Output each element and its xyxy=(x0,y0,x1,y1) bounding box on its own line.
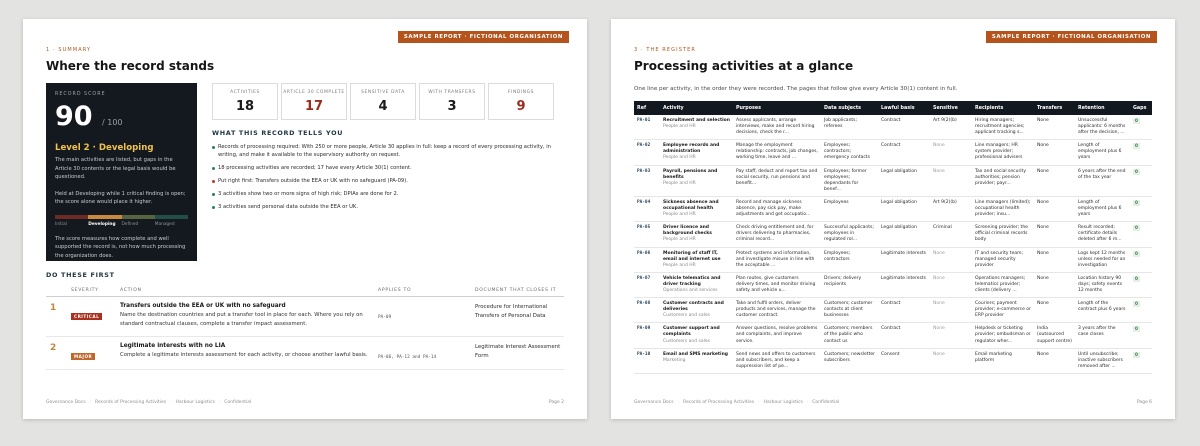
score-level: Level 2 · Developing xyxy=(55,143,154,153)
level-label: Managed xyxy=(154,221,175,227)
severity-badge: CRITICAL xyxy=(71,313,102,320)
recipients-cell: Line managers; HR system provider; professional advisers xyxy=(972,140,1034,165)
metric-label: WITH TRANSFERS xyxy=(428,90,476,95)
register-row xyxy=(634,247,1152,272)
page-title: Processing activities at a glance xyxy=(634,59,854,73)
lawful-basis-cell: Consent xyxy=(878,348,930,373)
action-number: 1 xyxy=(50,303,57,313)
page-footer xyxy=(46,400,564,405)
recipients-cell: Couriers; payment provider; e-commerce or ERP provider xyxy=(972,298,1034,323)
closing-document-cell xyxy=(475,343,564,362)
transfers-cell: None xyxy=(1034,140,1075,165)
summary-page xyxy=(23,19,587,419)
action-row xyxy=(46,297,564,337)
activity-name: Vehicle telematics and driver tracking xyxy=(663,275,721,287)
metric-value: 17 xyxy=(304,99,324,114)
section-kicker: 3 · THE REGISTER xyxy=(634,47,696,53)
level-segment xyxy=(88,215,121,219)
applies-to-refs: PA-06, PA-12 and PA-14 xyxy=(378,355,437,360)
level-scale-bar xyxy=(55,215,188,219)
level-label: Initial xyxy=(55,221,67,227)
data-subjects-cell: Employees; contractors xyxy=(821,247,878,272)
register-column-header: Recipients xyxy=(972,101,1034,115)
section-kicker: 1 · SUMMARY xyxy=(46,47,92,53)
lawful-basis-cell: Legal obligation xyxy=(878,165,930,196)
actions-table-body xyxy=(46,297,564,370)
register-row xyxy=(634,196,1152,221)
level-label: Developing xyxy=(88,221,116,227)
data-subjects-cell: Employees; contractors; emergency contacts xyxy=(821,140,878,165)
activity-ref: PA-01 xyxy=(634,115,660,140)
purposes-cell: Protect systems and information, and investigate misuse in line with the acceptable ... xyxy=(733,247,821,272)
activity-area: Customers and sales xyxy=(663,313,710,319)
recipients-cell: Line managers (limited); occupational health provider; insu... xyxy=(972,196,1034,221)
metric-label: SENSITIVE DATA xyxy=(361,90,405,95)
level-scale-labels xyxy=(55,222,188,227)
register-row xyxy=(634,272,1152,297)
retention-cell: 6 years after the end of the tax year xyxy=(1075,165,1130,196)
breadcrumb-item: Governance Docs xyxy=(46,400,86,405)
breadcrumb-item: Records of Processing Activities xyxy=(683,400,755,405)
metric-tile xyxy=(419,83,485,120)
data-subjects-cell: Customers; customer contacts at client businesses xyxy=(821,298,878,323)
purposes-cell: Answer questions, resolve problems and complaints, and improve service. xyxy=(733,323,821,348)
retention-cell: Until unsubscribe; inactive subscribers removed after ... xyxy=(1075,348,1130,373)
page-footer xyxy=(634,400,1152,405)
bullet-dot-icon xyxy=(212,180,215,183)
register-body xyxy=(634,115,1152,373)
gaps-cell xyxy=(1130,272,1152,297)
purposes-cell: Pay staff, deduct and report tax and social security, run pensions and benefit... xyxy=(733,165,821,196)
footer-breadcrumb xyxy=(634,400,843,405)
action-cell xyxy=(120,343,378,362)
breadcrumb-item: Harbour Logistics xyxy=(763,400,803,405)
retention-cell: Length of the contract plus 6 years xyxy=(1075,298,1130,323)
applies-to-cell xyxy=(378,303,475,329)
breadcrumb-item: Confidential xyxy=(812,400,840,405)
register-column-header: Purposes xyxy=(733,101,821,115)
recipients-cell: Email marketing platform xyxy=(972,348,1034,373)
sensitive-cell: None xyxy=(930,348,972,373)
purposes-cell: Manage the employment relationship: contracts, job changes, working time, leave and ... xyxy=(733,140,821,165)
data-subjects-cell: Employees; former employees; dependants for benef... xyxy=(821,165,878,196)
activity-ref: PA-09 xyxy=(634,323,660,348)
activity-area: Operations and services xyxy=(663,287,718,293)
register-header-row xyxy=(634,101,1152,115)
data-subjects-cell: Drivers; delivery recipients xyxy=(821,272,878,297)
footer-breadcrumb xyxy=(46,400,255,405)
retention-cell: Length of employment plus 6 years xyxy=(1075,196,1130,221)
activity-cell xyxy=(660,348,733,373)
activity-area: People and HR xyxy=(663,237,696,243)
data-subjects-cell: Employees xyxy=(821,196,878,221)
activity-area: People and HR xyxy=(663,155,696,161)
activity-name: Recruitment and selection xyxy=(663,118,730,123)
activity-cell xyxy=(660,298,733,323)
recipients-cell: Hiring managers; recruitment agencies; applicant tracking s... xyxy=(972,115,1034,140)
metric-tiles xyxy=(212,83,554,120)
col-document: DOCUMENT THAT CLOSES IT xyxy=(475,288,557,293)
breadcrumb-separator: · xyxy=(170,400,172,405)
transfers-cell: None xyxy=(1034,348,1075,373)
insights-list xyxy=(212,143,567,211)
metric-label: ACTIVITIES xyxy=(230,90,260,95)
activity-name: Monitoring of staff IT, email and internet use xyxy=(663,250,721,262)
data-subjects-cell: Customers; newsletter subscribers xyxy=(821,348,878,373)
retention-cell: Unsuccessful applicants: 6 months after the decision, ... xyxy=(1075,115,1130,140)
activity-ref: PA-06 xyxy=(634,247,660,272)
retention-cell: Length of employment plus 6 years xyxy=(1075,140,1130,165)
register-column-header: Sensitive xyxy=(930,101,972,115)
transfers-cell: None xyxy=(1034,165,1075,196)
insights-heading: WHAT THIS RECORD TELLS YOU xyxy=(212,129,344,137)
gaps-badge: 0 xyxy=(1135,225,1138,231)
sensitive-cell: Criminal xyxy=(930,222,972,247)
breadcrumb-separator: · xyxy=(758,400,760,405)
bullet-dot-icon xyxy=(212,206,215,209)
purposes-cell: Check driving entitlement and, for drivers delivering to pharmacies, criminal record... xyxy=(733,222,821,247)
lawful-basis-cell: Contract xyxy=(878,115,930,140)
transfers-cell: India (outsourced support centre) xyxy=(1034,323,1075,348)
metric-value: 9 xyxy=(516,99,526,114)
insight-item xyxy=(212,143,567,159)
gaps-cell xyxy=(1130,348,1152,373)
metric-tile xyxy=(281,83,347,120)
metric-tile xyxy=(350,83,416,120)
retention-cell: Result recorded; certificate details deleted after 6 m... xyxy=(1075,222,1130,247)
actions-table-header xyxy=(46,288,564,297)
score-value: 90 / 100 xyxy=(55,101,123,132)
metric-value: 4 xyxy=(378,99,388,114)
level-segment xyxy=(55,215,88,219)
register-row xyxy=(634,115,1152,140)
register-column-header: Lawful basis xyxy=(878,101,930,115)
sensitive-cell: Art 9(2)(b) xyxy=(930,196,972,221)
activity-area: People and HR xyxy=(663,124,696,130)
lawful-basis-cell: Contract xyxy=(878,140,930,165)
metric-label: ARTICLE 30 COMPLETE xyxy=(283,90,345,95)
activity-area: People and HR xyxy=(663,262,696,268)
purposes-cell: Record and manage sickness absence, pay sick pay, make adjustments and get occupatio... xyxy=(733,196,821,221)
gaps-badge: 0 xyxy=(1135,301,1138,307)
register-row xyxy=(634,165,1152,196)
lawful-basis-cell: Contract xyxy=(878,323,930,348)
purposes-cell: Send news and offers to customers and subscribers, and keep a suppression list of pe... xyxy=(733,348,821,373)
sensitive-cell: None xyxy=(930,247,972,272)
activity-cell xyxy=(660,247,733,272)
recipients-cell: Tax and social security authorities; pension provider; payr... xyxy=(972,165,1034,196)
register-row xyxy=(634,323,1152,348)
activity-area: People and HR xyxy=(663,180,696,186)
breadcrumb-item: Harbour Logistics xyxy=(175,400,215,405)
breadcrumb-separator: · xyxy=(218,400,221,405)
breadcrumb-item: Records of Processing Activities xyxy=(95,400,167,405)
sensitive-cell: Art 9(2)(b) xyxy=(930,115,972,140)
transfers-cell: None xyxy=(1034,222,1075,247)
metric-tile xyxy=(488,83,554,120)
col-applies-to: APPLIES TO xyxy=(378,288,412,293)
severity-cell xyxy=(71,303,120,329)
page-title: Where the record stands xyxy=(46,59,215,73)
sensitive-cell: None xyxy=(930,272,972,297)
gaps-badge: 0 xyxy=(1135,143,1138,149)
register-column-header: Activity xyxy=(660,101,733,115)
register-column-header: Retention xyxy=(1075,101,1130,115)
bullet-dot-icon xyxy=(212,193,215,196)
insight-text: Put right first: Transfers outside the EEA or UK with no safeguard (PA-09). xyxy=(218,178,408,184)
activity-cell xyxy=(660,140,733,165)
transfers-cell: None xyxy=(1034,115,1075,140)
activity-ref: PA-04 xyxy=(634,196,660,221)
gaps-cell xyxy=(1130,323,1152,348)
insight-item xyxy=(212,190,567,198)
activity-ref: PA-07 xyxy=(634,272,660,297)
sample-report-badge: SAMPLE REPORT · FICTIONAL ORGANISATION xyxy=(986,31,1157,43)
purposes-cell: Take and fulfil orders, deliver products and services, manage the customer contract. xyxy=(733,298,821,323)
action-number: 2 xyxy=(50,343,57,353)
record-insights xyxy=(212,129,567,216)
applies-to-cell xyxy=(378,343,475,362)
activity-ref: PA-10 xyxy=(634,348,660,373)
record-score-card xyxy=(46,83,197,261)
transfers-cell: None xyxy=(1034,298,1075,323)
register-intro: One line per activity, in the order they were recorded. The pages that follow give every Article 30(1) content in full. xyxy=(634,86,958,92)
data-subjects-cell: Successful applicants; employees in regulated rol... xyxy=(821,222,878,247)
retention-cell: Logs kept 12 months unless needed for an investigation xyxy=(1075,247,1130,272)
data-subjects-cell: Job applicants; referees xyxy=(821,115,878,140)
severity-cell xyxy=(71,343,120,362)
register-row xyxy=(634,222,1152,247)
transfers-cell: None xyxy=(1034,196,1075,221)
activity-name: Payroll, pensions and benefits xyxy=(663,168,718,180)
activity-name: Sickness absence and occupational health xyxy=(663,199,719,212)
activity-cell xyxy=(660,323,733,348)
register-row xyxy=(634,298,1152,323)
transfers-cell: None xyxy=(1034,247,1075,272)
gaps-cell xyxy=(1130,140,1152,165)
sample-report-badge: SAMPLE REPORT · FICTIONAL ORGANISATION xyxy=(398,31,569,43)
purposes-cell: Assess applicants, arrange interviews, make and record hiring decisions, check the r... xyxy=(733,115,821,140)
lawful-basis-cell: Legitimate interests xyxy=(878,247,930,272)
recipients-cell: Operations managers; telematics provider; clients (delivery ... xyxy=(972,272,1034,297)
activity-cell xyxy=(660,196,733,221)
gaps-cell xyxy=(1130,298,1152,323)
activity-cell xyxy=(660,272,733,297)
action-title: Legitimate interests with no LIA xyxy=(120,343,226,349)
purposes-cell: Plan routes, give customers delivery times, and monitor driving safety and vehicle u... xyxy=(733,272,821,297)
register-column-header: Ref xyxy=(634,101,660,115)
insight-text: 18 processing activities are recorded; 17 have every Article 30(1) content. xyxy=(218,165,412,171)
gaps-cell xyxy=(1130,115,1152,140)
level-label: Defined xyxy=(121,221,139,227)
data-subjects-cell: Customers; members of the public who contact us xyxy=(821,323,878,348)
insight-text: Records of processing required: With 250 or more people, Article 30 applies in full: keep a record of every processing activity, in writing, and make it available to the supervisory authority on request. xyxy=(218,144,551,158)
score-label: RECORD SCORE xyxy=(55,92,106,97)
action-title: Transfers outside the EEA or UK with no safeguard xyxy=(120,303,286,309)
breadcrumb-separator: · xyxy=(89,400,92,405)
gaps-badge: 0 xyxy=(1135,351,1138,357)
gaps-badge: 0 xyxy=(1135,199,1138,205)
gaps-badge: 0 xyxy=(1135,118,1138,123)
action-row xyxy=(46,337,564,370)
sensitive-cell: None xyxy=(930,165,972,196)
sensitive-cell: None xyxy=(930,140,972,165)
bullet-dot-icon xyxy=(212,167,215,170)
bullet-dot-icon xyxy=(212,146,215,149)
register-column-header: Gaps xyxy=(1130,101,1152,115)
applies-to-refs: PA-09 xyxy=(378,315,392,320)
score-description: The main activities are listed, but gaps in the Article 30 contents or the legal basis would be questioned. xyxy=(55,157,176,180)
activity-name: Email and SMS marketing xyxy=(663,351,728,357)
register-row xyxy=(634,140,1152,165)
metric-tile xyxy=(212,83,278,120)
do-first-heading: DO THESE FIRST xyxy=(46,271,115,279)
level-segment xyxy=(122,215,155,219)
recipients-cell: Screening provider; the official criminal records body xyxy=(972,222,1034,247)
lawful-basis-cell: Legal obligation xyxy=(878,222,930,247)
retention-cell: Location history 90 days; safety events 12 months xyxy=(1075,272,1130,297)
activity-ref: PA-02 xyxy=(634,140,660,165)
insight-text: 3 activities send personal data outside the EEA or UK. xyxy=(218,204,358,210)
level-segment xyxy=(155,215,188,219)
gaps-cell xyxy=(1130,222,1152,247)
recipients-cell: IT and security team; managed security provider xyxy=(972,247,1034,272)
activity-area: People and HR xyxy=(663,212,696,218)
score-footnote: The score measures how complete and well supported the record is, not how much processing the organization does. xyxy=(55,235,186,259)
gaps-badge: 0 xyxy=(1135,326,1138,332)
register-table xyxy=(634,101,1152,374)
gaps-cell xyxy=(1130,247,1152,272)
insight-item xyxy=(212,203,567,211)
breadcrumb-separator: · xyxy=(677,400,680,405)
activity-name: Customer support and complaints xyxy=(663,326,720,338)
activity-area: Customers and sales xyxy=(663,338,710,344)
gaps-cell xyxy=(1130,165,1152,196)
lawful-basis-cell: Legitimate interests xyxy=(878,272,930,297)
severity-badge: MAJOR xyxy=(71,353,95,360)
closing-document-cell xyxy=(475,303,564,329)
score-hold-note: Held at Developing while 1 critical finding is open; the score alone would place it higher. xyxy=(55,190,186,205)
lawful-basis-cell: Legal obligation xyxy=(878,196,930,221)
col-action: ACTION xyxy=(120,288,142,293)
transfers-cell: None xyxy=(1034,272,1075,297)
action-description: Complete a legitimate interests assessment for each activity, or choose another lawful basis. xyxy=(120,352,368,358)
metric-value: 3 xyxy=(447,99,457,114)
insight-item xyxy=(212,164,567,172)
gaps-badge: 0 xyxy=(1135,275,1138,281)
recipients-cell: Helpdesk or ticketing provider; ombudsman or regulator wher... xyxy=(972,323,1034,348)
sensitive-cell: None xyxy=(930,323,972,348)
gaps-cell xyxy=(1130,196,1152,221)
do-these-first xyxy=(46,271,564,370)
register-column-header: Transfers xyxy=(1034,101,1075,115)
activity-ref: PA-05 xyxy=(634,222,660,247)
activity-name: Driver licence and background checks xyxy=(663,225,712,237)
activity-cell xyxy=(660,222,733,247)
activity-name: Employee records and administration xyxy=(663,143,720,155)
insight-text: 3 activities show two or more signs of high risk; DPIAs are done for 2. xyxy=(218,191,399,197)
breadcrumb-separator: · xyxy=(806,400,809,405)
page-number: Page 6 xyxy=(1136,400,1152,405)
activity-cell xyxy=(660,165,733,196)
closing-document: Procedure for International Transfers of Personal Data xyxy=(475,304,548,319)
breadcrumb-item: Governance Docs xyxy=(634,400,674,405)
register-row xyxy=(634,348,1152,373)
register-page xyxy=(611,19,1175,419)
sensitive-cell: None xyxy=(930,298,972,323)
lawful-basis-cell: Contract xyxy=(878,298,930,323)
insight-item xyxy=(212,177,567,185)
page-number: Page 2 xyxy=(548,400,564,405)
register-column-header: Data subjects xyxy=(821,101,878,115)
action-description: Name the destination countries and put a transfer tool in place for each. Where you rely on standard contractual clauses, complete a transfer impact assessment. xyxy=(120,312,363,327)
activity-ref: PA-03 xyxy=(634,165,660,196)
metric-label: FINDINGS xyxy=(507,90,535,95)
closing-document: Legitimate Interest Assessment Form xyxy=(475,344,561,359)
col-severity: SEVERITY xyxy=(71,288,99,293)
activity-name: Customer contracts and deliveries xyxy=(663,301,724,313)
gaps-badge: 0 xyxy=(1135,250,1138,256)
breadcrumb-item: Confidential xyxy=(224,400,252,405)
retention-cell: 3 years after the case closes xyxy=(1075,323,1130,348)
activity-cell xyxy=(660,115,733,140)
metric-value: 18 xyxy=(235,99,255,114)
action-cell xyxy=(120,303,378,329)
activity-area: Marketing xyxy=(663,357,686,363)
activity-ref: PA-08 xyxy=(634,298,660,323)
gaps-badge: 0 xyxy=(1135,168,1138,174)
